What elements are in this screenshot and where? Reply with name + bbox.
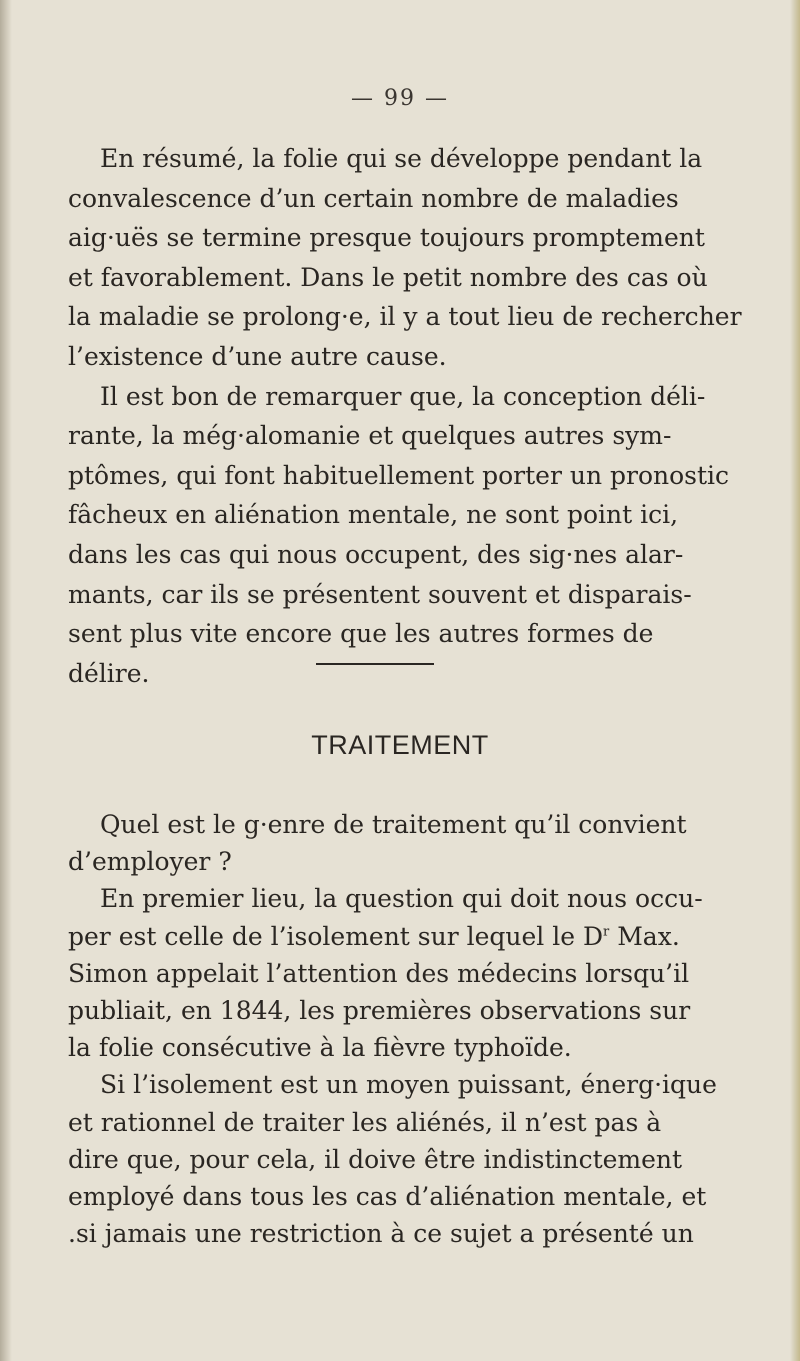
- text-line: et rationnel de traiter les aliénés, il n’est pas à: [68, 1107, 662, 1137]
- text-line: mants, car ils se présentent souvent et disparais-: [68, 579, 692, 609]
- body-text-top: [68, 139, 742, 693]
- text-fragment: per est celle de l’isolement sur lequel le D: [68, 921, 604, 951]
- text-line: dans les cas qui nous occupent, des sig·nes alar-: [68, 539, 684, 569]
- paragraph-2: [68, 377, 730, 694]
- text-line: .si jamais une restriction à ce sujet a présenté un: [68, 1219, 694, 1249]
- text-line: d’employer ?: [68, 847, 232, 877]
- text-line: Simon appelait l’attention des médecins lorsqu’il: [68, 958, 690, 988]
- text-line: l’existence d’une autre cause.: [68, 341, 447, 371]
- page-number: — 99 —: [351, 86, 449, 111]
- text-line: convalescence d’un certain nombre de maladies: [68, 183, 679, 213]
- paragraph-5: [68, 1066, 717, 1252]
- text-line: dire que, pour cela, il doive être indistinctement: [68, 1144, 683, 1174]
- section-divider: [316, 663, 434, 665]
- text-line: sent plus vite encore que les autres formes de: [68, 619, 654, 649]
- text-line: ptômes, qui font habituellement porter un pronostic: [68, 460, 730, 490]
- page-edge-left: [0, 0, 12, 1361]
- paragraph-4: [68, 880, 703, 1066]
- text-line: fâcheux en aliénation mentale, ne sont point ici,: [68, 500, 679, 530]
- text-line: délire.: [68, 658, 150, 688]
- body-text-bottom: [68, 806, 717, 1252]
- text-line: la maladie se prolong·e, il y a tout lieu de rechercher: [68, 302, 742, 332]
- text-line: la folie consécutive à la fièvre typhoïde.: [68, 1033, 572, 1063]
- page-edge-right: [790, 0, 800, 1361]
- text-line: employé dans tous les cas d’aliénation mentale, et: [68, 1182, 707, 1212]
- text-line: rante, la még·alomanie et quelques autres sym-: [68, 421, 672, 451]
- superscript: r: [603, 924, 610, 940]
- text-line: [68, 918, 680, 955]
- paragraph-3: [68, 806, 687, 880]
- text-line: Il est bon de remarquer que, la conception déli-: [100, 381, 706, 411]
- text-line: aig·uës se termine presque toujours promptement: [68, 223, 705, 253]
- paragraph-1: [68, 139, 742, 377]
- text-line: publiait, en 1844, les premières observations sur: [68, 996, 691, 1026]
- text-line: En premier lieu, la question qui doit nous occu-: [100, 884, 703, 914]
- text-line: Si l’isolement est un moyen puissant, énerg·ique: [100, 1070, 717, 1100]
- text-line: Quel est le g·enre de traitement qu’il convient: [100, 810, 687, 839]
- text-fragment: Max.: [609, 921, 680, 951]
- section-title: TRAITEMENT: [311, 730, 489, 760]
- text-line: et favorablement. Dans le petit nombre des cas où: [68, 262, 708, 292]
- text-line: En résumé, la folie qui se développe pendant la: [100, 144, 703, 173]
